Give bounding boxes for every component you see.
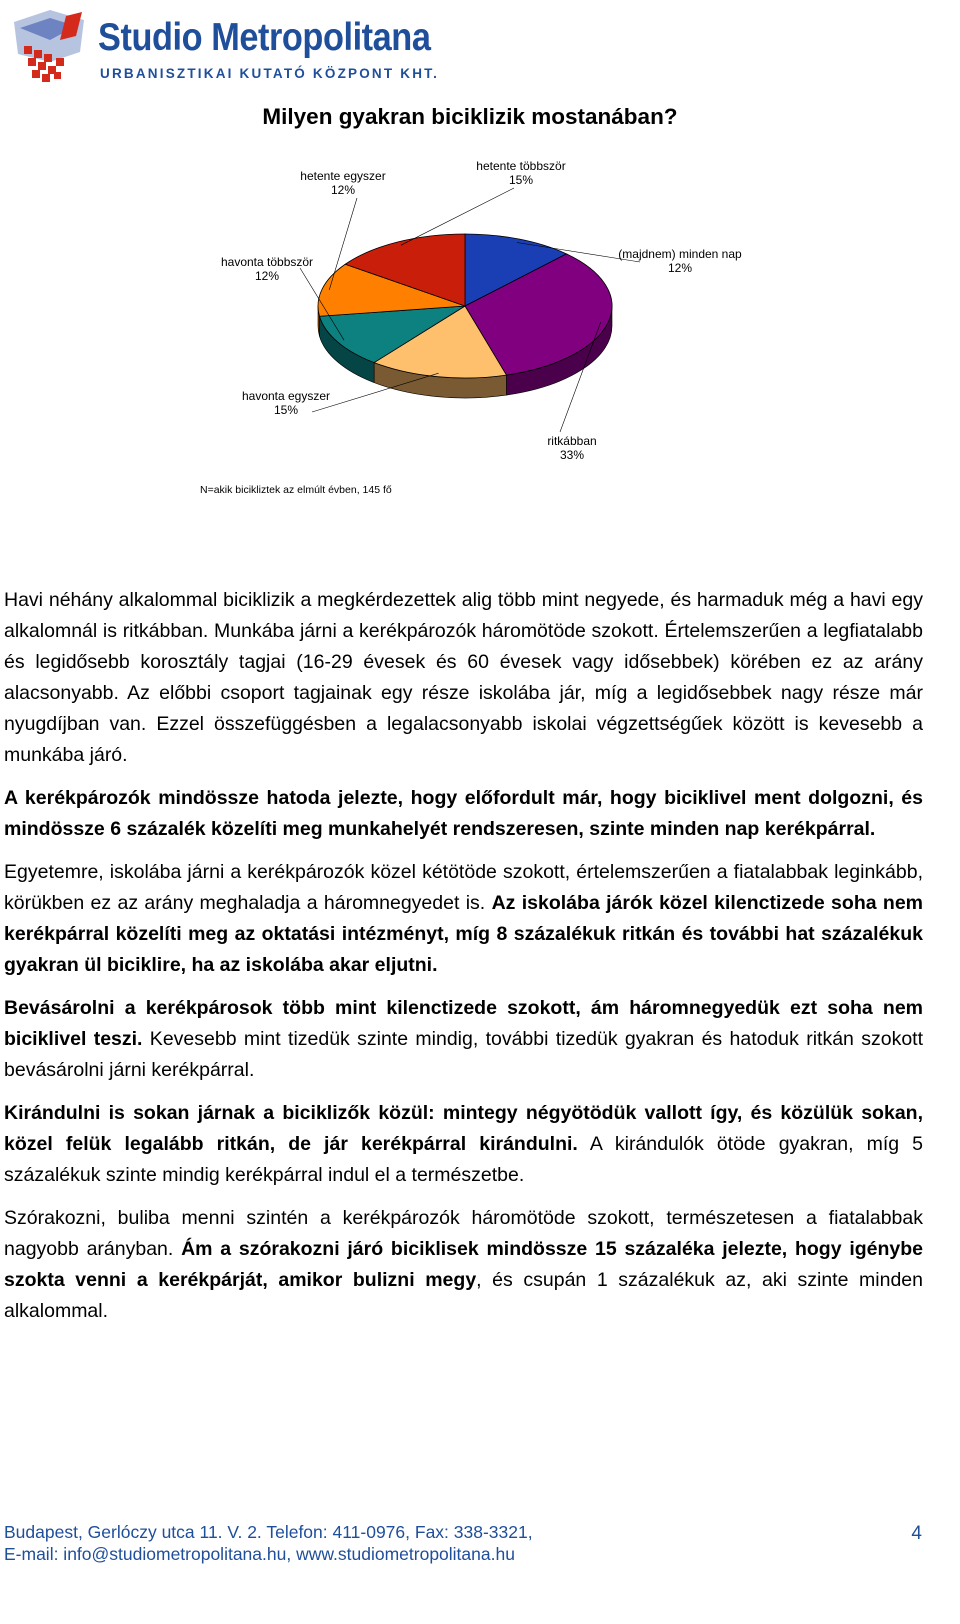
slice-label: hetente egyszer — [300, 169, 386, 183]
slice-percent: 33% — [559, 448, 585, 462]
paragraph — [4, 857, 923, 981]
text-run: Kevesebb mint tizedük szinte mindig, további tizedük gyakran és hatoduk ritkán szokott bevásárolni járni kerékpárral. — [4, 1028, 923, 1081]
paragraph — [4, 783, 923, 845]
footer-address: Budapest, Gerlóczy utca 11. V. 2. Telefon: 411-0976, Fax: 338-3321, — [4, 1522, 533, 1542]
footer-contact: E-mail: info@studiometropolitana.hu, www.studiometropolitana.hu — [4, 1544, 515, 1564]
pie-chart — [0, 150, 960, 510]
chart-note: N=akik bicikliztek az elmúlt évben, 145 fő — [200, 484, 392, 496]
chart-title: Milyen gyakran biciklizik mostanában? — [262, 104, 678, 129]
text-run: , és csupán 1 százalékuk az, aki szinte minden alkalommal. — [4, 1269, 923, 1322]
bold-text-run: Az iskolába járók közel kilenctizede soha nem kerékpárral közelíti meg az oktatási intézményt, míg 8 százalékuk ritkán és további hat százalékuk gyakran ül biciklire, ha az iskolába akar eljutni. — [4, 892, 924, 976]
paragraph — [4, 1098, 923, 1191]
logo — [10, 10, 450, 88]
logo-emblem-icon — [10, 10, 90, 86]
bold-text-run: Bevásárolni a kerékpárosok több mint kilenctizede szokott, ám háromnegyedük ezt soha nem biciklivel teszi. — [4, 997, 923, 1050]
slice-percent: 12% — [254, 269, 280, 283]
slice-percent: 12% — [667, 261, 693, 275]
page-number: 4 — [911, 1523, 922, 1544]
footer — [4, 1521, 923, 1565]
text-run: Szórakozni, buliba menni szintén a kerékpározók háromötöde szokott, természetesen a fiatalabbak nagyobb arányban. — [4, 1207, 923, 1260]
slice-label: havonta egyszer — [241, 389, 331, 403]
bold-text-run: A kerékpározók mindössze hatoda jelezte, hogy előfordult már, hogy biciklivel ment dolgozni, és mindössze 6 százalék közelíti meg munkahelyét rendszeresen, szinte minden nap kerékpárral. — [4, 787, 923, 840]
paragraph — [4, 993, 923, 1086]
text-run: Egyetemre, iskolába járni a kerékpározók közel kétötöde szokott, értelemszerűen a fiatalabbak leginkább, körükben ez az arány meghaladja a háromnegyedet is. — [4, 861, 923, 914]
slice-percent: 15% — [508, 173, 534, 187]
slice-percent: 15% — [273, 403, 299, 417]
body-text — [4, 585, 923, 1339]
text-run: A kirándulók ötöde gyakran, míg 5 százalékuk szinte mindig kerékpárral indul el a természetbe. — [4, 1133, 924, 1186]
slice-label: hetente többször — [476, 159, 566, 173]
logo-title: Studio Metropolitana — [98, 16, 431, 59]
paragraph — [4, 585, 923, 771]
slice-label: ritkábban — [547, 434, 597, 448]
text-run: Havi néhány alkalommal biciklizik a megkérdezettek alig több mint negyede, és harmaduk még a havi egy alkalomnál is ritkábban. Munkába járni a kerékpározók háromötöde szokott. Értelemszerűen a legfiatalabb és legidősebb korosztály tagjai (16-29 évesek és 60 évesek vagy idősebbek) körében ez az arány alacsonyabb. Az előbbi csoport tagjainak egy része iskolába jár, míg a legidősebbek nagy része már nyugdíjban van. Ezzel összefüggésben a legalacsonyabb iskolai végzettségűek között is kevesebb a munkába járó. — [4, 589, 923, 766]
paragraph — [4, 1203, 923, 1327]
slice-percent: 12% — [330, 183, 356, 197]
bold-text-run: Kirándulni is sokan járnak a biciklizők közül: mintegy négyötödük vallott így, és közülük sokan, közel felük legalább ritkán, de jár kerékpárral kirándulni. — [4, 1102, 923, 1155]
slice-label: (majdnem) minden nap — [618, 247, 742, 261]
slice-label: havonta többször — [220, 255, 314, 269]
bold-text-run: Ám a szórakozni járó biciklisek mindössze 15 százaléka jelezte, hogy igénybe szokta venni a kerékpárját, amikor bulizni megy — [4, 1238, 924, 1291]
logo-subtitle: URBANISZTIKAI KUTATÓ KÖZPONT KHT. — [100, 66, 440, 81]
